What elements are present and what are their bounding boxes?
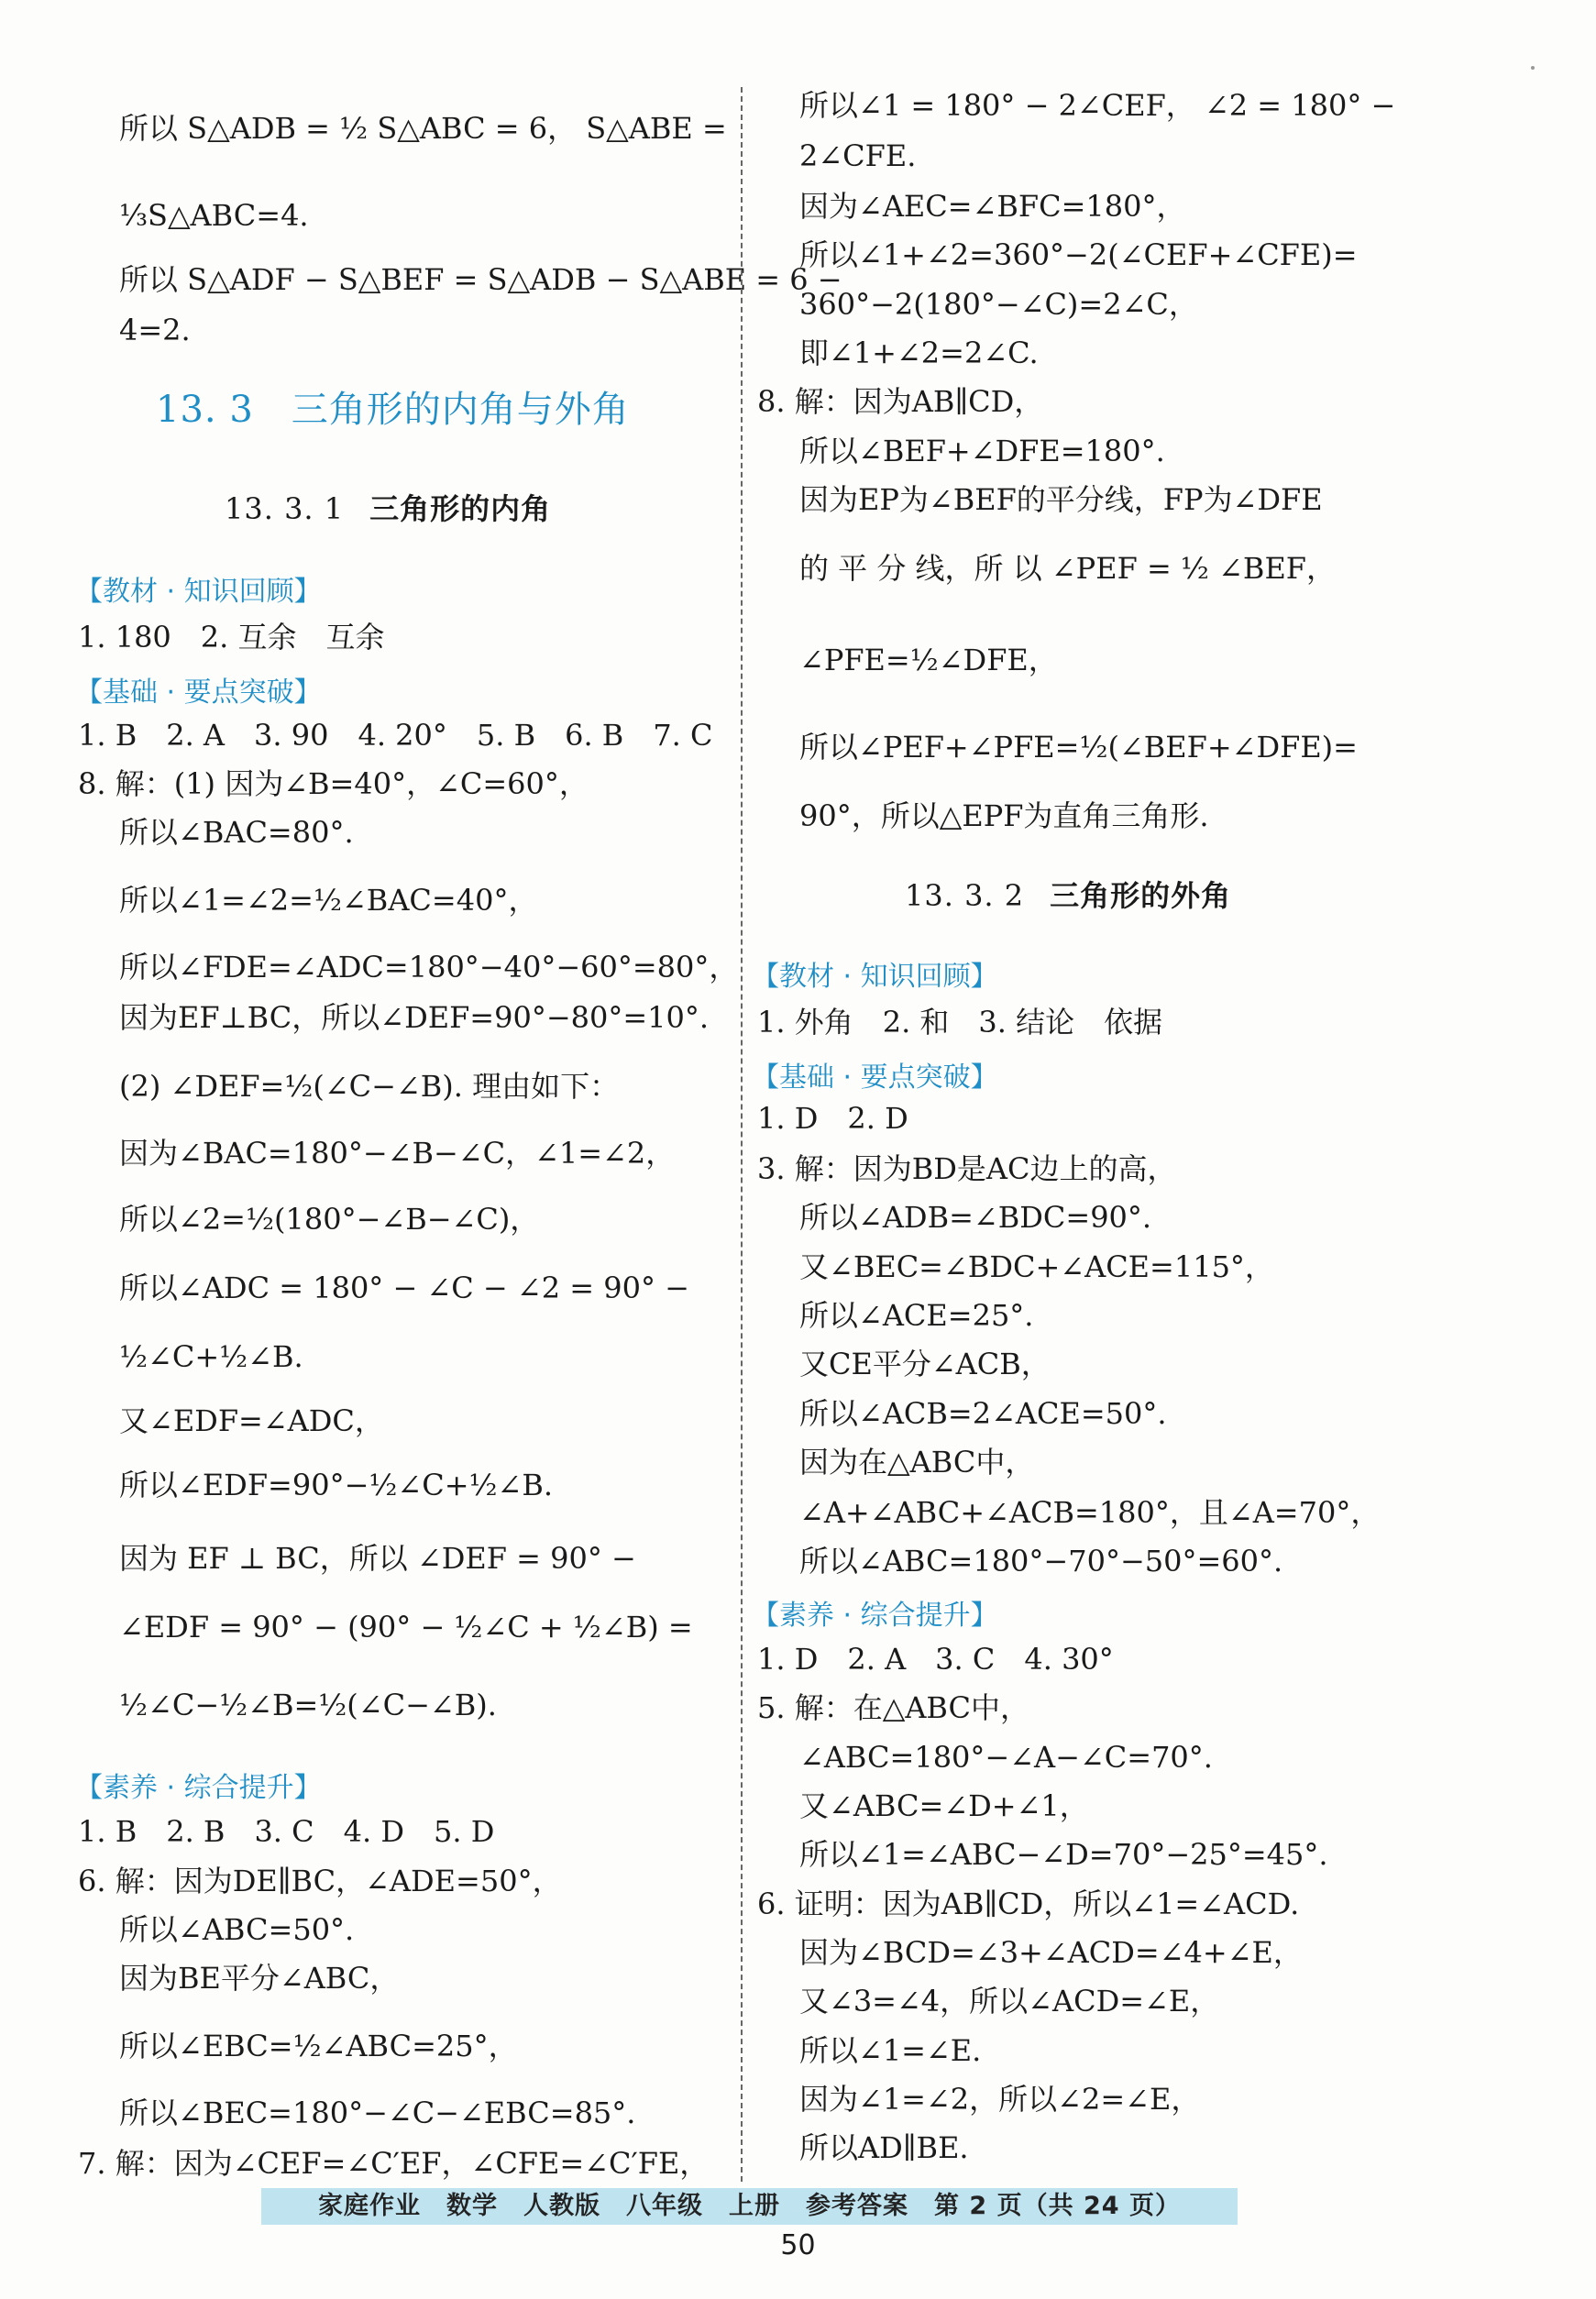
answer-line: ⅓S△ABC=4. <box>119 198 309 233</box>
answer-line: 因为EF⊥BC，所以∠DEF=90°−80°=10°. <box>119 1000 710 1035</box>
answer-line: 所以∠EBC=½∠ABC=25°， <box>119 2029 518 2063</box>
answer-line: 5. 解：在△ABC中， <box>757 1690 1030 1725</box>
answer-line: ∠A+∠ABC+∠ACB=180°，且∠A=70°， <box>799 1495 1381 1530</box>
answer-line: 8. 解：因为AB∥CD， <box>757 384 1044 419</box>
answer-line: 因为BE平分∠ABC， <box>119 1961 400 1996</box>
answer-line: 1. B 2. A 3. 90 4. 20° 5. B 6. B 7. C <box>78 718 713 753</box>
answer-line: 1. 外角 2. 和 3. 结论 依据 <box>757 1005 1163 1040</box>
section-title: 13. 3 三角形的内角与外角 <box>156 389 630 431</box>
subsection-number: 13. 3. 2 <box>905 878 1025 913</box>
answer-line: 又∠BEC=∠BDC+∠ACE=115°， <box>799 1249 1274 1284</box>
answer-line: 3. 解：因为BD是AC边上的高， <box>757 1151 1177 1186</box>
category-tag: 【素养 · 综合提升】 <box>75 1772 322 1804</box>
answer-line: 1. 180 2. 互余 互余 <box>78 620 385 654</box>
answer-line: 因为∠BAC=180°−∠B−∠C，∠1=∠2， <box>119 1136 676 1171</box>
answer-line: 所以∠1=∠ABC−∠D=70°−25°=45°. <box>799 1837 1328 1872</box>
answer-line: 1. B 2. B 3. C 4. D 5. D <box>78 1814 495 1849</box>
answer-line: 又∠ABC=∠D+∠1， <box>799 1788 1089 1823</box>
answer-line: 7. 解：因为∠CEF=∠C′EF，∠CFE=∠C′FE， <box>78 2146 710 2181</box>
answer-line: 所以 S△ADF − S△BEF = S△ADB − S△ABE = 6 − <box>119 262 842 297</box>
answer-line: 所以∠ACE=25°. <box>799 1298 1034 1333</box>
answer-line: 又∠3=∠4，所以∠ACD=∠E， <box>799 1984 1220 2018</box>
subsection-number: 13. 3. 1 <box>225 491 345 526</box>
footer-text: 家庭作业 数学 人教版 八年级 上册 参考答案 第 2 页（共 24 页） <box>318 2192 1181 2220</box>
answer-line: 因为EP为∠BEF的平分线，FP为∠DFE <box>799 482 1323 517</box>
answer-line: 所以∠PEF+∠PFE=½(∠BEF+∠DFE)= <box>799 730 1358 764</box>
answer-line: ½∠C+½∠B. <box>119 1339 303 1374</box>
answer-line: ½∠C−½∠B=½(∠C−∠B). <box>119 1688 497 1722</box>
answer-line: 6. 解：因为DE∥BC，∠ADE=50°， <box>78 1864 562 1898</box>
answer-line: 所以∠BEF+∠DFE=180°. <box>799 434 1165 468</box>
category-tag: 【素养 · 综合提升】 <box>752 1600 998 1632</box>
answer-line: ∠ABC=180°−∠A−∠C=70°. <box>799 1740 1213 1775</box>
scan-dot <box>1531 66 1535 70</box>
subsection-title <box>225 486 551 528</box>
answer-line: 又CE平分∠ACB， <box>799 1347 1051 1381</box>
answer-line: 90°，所以△EPF为直角三角形. <box>799 798 1209 833</box>
answer-line: 所以∠1=∠2=½∠BAC=40°， <box>119 883 538 918</box>
footer-band <box>261 2188 1238 2225</box>
category-tag: 【教材 · 知识回顾】 <box>75 576 322 608</box>
subsection-title <box>905 873 1231 915</box>
category-tag: 【基础 · 要点突破】 <box>752 1062 998 1094</box>
answer-line: 的 平 分 线，所 以 ∠PEF = ½ ∠BEF， <box>799 551 1337 586</box>
category-tag: 【基础 · 要点突破】 <box>75 676 322 709</box>
answer-line: 1. D 2. D <box>757 1101 908 1136</box>
answer-line: 所以∠1=∠E. <box>799 2033 982 2068</box>
answer-line: 因为∠1=∠2，所以∠2=∠E， <box>799 2082 1201 2117</box>
column-divider <box>741 87 743 2182</box>
answer-line: 所以∠BEC=180°−∠C−∠EBC=85°. <box>119 2096 636 2130</box>
answer-line: 6. 证明：因为AB∥CD，所以∠1=∠ACD. <box>757 1886 1300 1921</box>
answer-line: 360°−2(180°−∠C)=2∠C， <box>799 287 1198 322</box>
subsection-label: 三角形的内角 <box>369 491 552 526</box>
answer-line: 4=2. <box>119 313 191 347</box>
answer-line: ∠PFE=½∠DFE， <box>799 643 1058 677</box>
category-tag: 【教材 · 知识回顾】 <box>752 961 998 993</box>
answer-line: 所以∠2=½(180°−∠B−∠C)， <box>119 1202 540 1237</box>
answer-line: 1. D 2. A 3. C 4. 30° <box>757 1642 1114 1677</box>
answer-line: 因为∠AEC=∠BFC=180°， <box>799 189 1186 224</box>
answer-line: 所以AD∥BE. <box>799 2130 969 2165</box>
subsection-label: 三角形的外角 <box>1050 878 1232 913</box>
answer-line: 所以∠ABC=50°. <box>119 1912 355 1947</box>
answer-line: 因为在△ABC中， <box>799 1445 1035 1480</box>
answer-line: 所以∠ADB=∠BDC=90°. <box>799 1200 1152 1235</box>
answer-line: 因为 EF ⊥ BC，所以 ∠DEF = 90° − <box>119 1541 636 1576</box>
answer-line: 所以∠1 = 180° − 2∠CEF， ∠2 = 180° − <box>799 88 1396 123</box>
answer-line: 2∠CFE. <box>799 138 917 173</box>
answer-line: 所以∠1+∠2=360°−2(∠CEF+∠CFE)= <box>799 237 1358 272</box>
answer-line: (2) ∠DEF=½(∠C−∠B). 理由如下： <box>119 1069 620 1104</box>
answer-line: ∠EDF = 90° − (90° − ½∠C + ½∠B) = <box>119 1610 693 1644</box>
answer-line: 又∠EDF=∠ADC， <box>119 1403 384 1438</box>
answer-line: 所以∠ACB=2∠ACE=50°. <box>799 1396 1167 1431</box>
answer-line: 所以∠ABC=180°−70°−50°=60°. <box>799 1544 1283 1578</box>
answer-line: 所以 S△ADB = ½ S△ABC = 6， S△ABE = <box>119 111 727 146</box>
answer-line: 所以∠ADC = 180° − ∠C − ∠2 = 90° − <box>119 1270 689 1305</box>
answer-line: 所以∠FDE=∠ADC=180°−40°−60°=80°， <box>119 950 739 984</box>
answer-line: 所以∠BAC=80°. <box>119 815 354 850</box>
answer-line: 8. 解：(1) 因为∠B=40°，∠C=60°， <box>78 766 589 801</box>
answer-line: 所以∠EDF=90°−½∠C+½∠B. <box>119 1468 554 1502</box>
answer-line: 即∠1+∠2=2∠C. <box>799 336 1039 370</box>
page-number: 50 <box>780 2229 816 2261</box>
answer-line: 因为∠BCD=∠3+∠ACD=∠4+∠E， <box>799 1935 1303 1970</box>
